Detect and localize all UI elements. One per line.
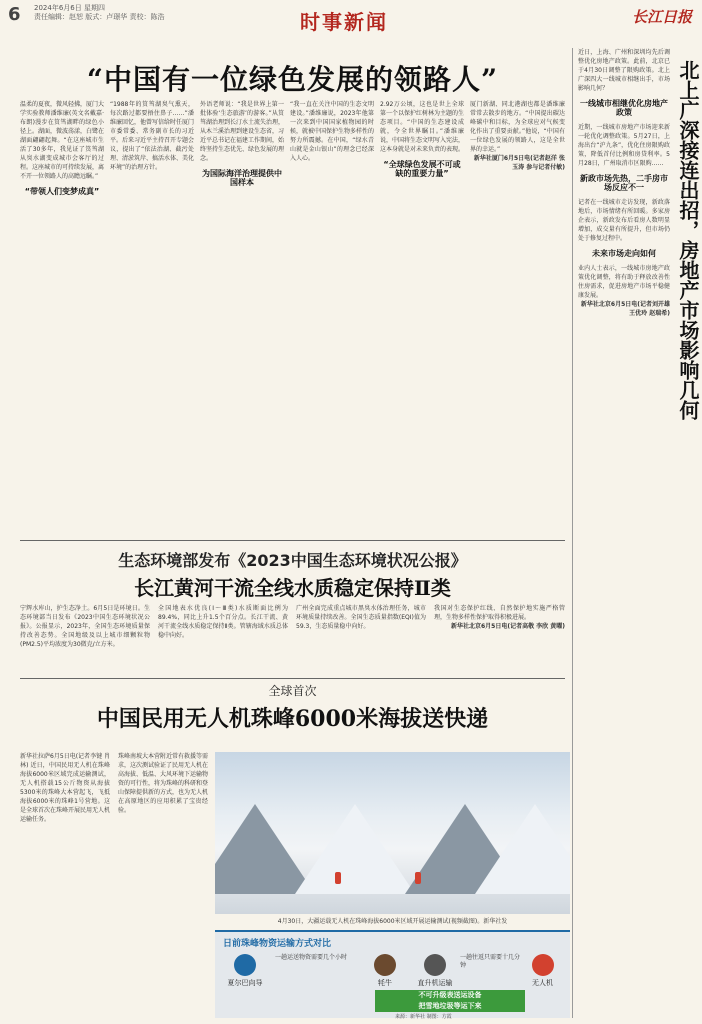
story1-subhead-3: “全球绿色发展不可或缺的重要力量” xyxy=(383,160,461,178)
mountain-shape xyxy=(295,804,415,894)
masthead-meta xyxy=(34,4,164,22)
story4-col4-text: 业内人士表示，一线城市房地产政策优化调整，将有助于释放改善性住房需求，促进房地产市场平稳健康发展。 xyxy=(578,265,670,299)
story3-headline: 中国民用无人机珠峰6000米海拔送快递 xyxy=(96,706,489,732)
delivery-infographic xyxy=(215,930,570,1018)
story4-col3-text: 记者在一线城市走访发现，新政落地后，市场情绪有所回暖。多家房企表示，新政发布后看房人数明显增加，成交量有所提升，但市场仍处于修复过程中。 xyxy=(578,199,670,242)
banner-line-1: 不可升级表送运设备 xyxy=(418,991,482,999)
story4-subhead-1: 一线城市相继优化房地产政策 xyxy=(580,99,668,117)
story3-column-1 xyxy=(20,752,110,1018)
yak-label: 牦牛 xyxy=(378,979,392,987)
person-figure xyxy=(335,872,341,884)
page-number: 6 xyxy=(8,4,21,25)
story1-col5-text: 2.92万公顷，这也是世上全球第一个以保护红树林为主题的生态项目。“中国的生态建设成就，令全世界瞩目。”潘维廉说，中国将生态文明写入宪法，这本身就是对未来负责的表现。 xyxy=(380,101,464,153)
story-divider xyxy=(20,540,565,541)
porter-icon xyxy=(234,954,256,976)
story1-column-1 xyxy=(20,100,104,532)
porter-label: 夏尔巴向导 xyxy=(227,979,263,987)
issue-date: 2024年6月6日 星期四 xyxy=(34,4,105,12)
story1-headline: “中国有一位绿色发展的领路人” xyxy=(86,63,499,96)
story3-column-2 xyxy=(118,752,208,1018)
story1-col6-text: 厦门新湖、同北港湖也都是潘维廉常常去散步的地方。“中国提出碳达峰碳中和目标，为全球应对气候变化作出了重要贡献。”他说，“中国有一位绿色发展的领路人，这是全世界的幸运。” xyxy=(470,101,565,153)
porter-node xyxy=(225,954,265,988)
drone-note: 一趟往返只需要十几分钟 xyxy=(460,954,521,969)
story4-byline: 新华社北京6月5日电(记者刘开雄 王优玲 赵瑞希) xyxy=(580,301,670,317)
story2-col1-text: 宁辉水库山，护生态净土。6月5日是环境日。生态环境部当日发布《2023中国生态环境状况公报》。公报显示，2023年，全国生态环境质量保持改善态势。全国地级及以上城市细颗粒物(PM2.5)平均浓度为30微克/立方米。 xyxy=(20,605,150,648)
banner-line-2: 把雪地垃圾等运下来 xyxy=(418,1002,482,1010)
story4-vertical-headline: 北上广深接连出招，房地产市场影响几何 xyxy=(676,60,700,420)
story1-col1-text: 温柔的夏夜，微风轻拂，厦门大学实验教师潘维廉(英文名戴嘉·布朗)漫步在筼筜湖畔的绿色小径上。湖面，微波荡漾，白鹭在湖面翩翩起舞。“在这座城市生活了30多年，我见证了筼筜湖从臭水湖变成城市会客厅的过程。这座城市的可持续发展，离不开一位领路人的高瞻远瞩。” xyxy=(20,101,104,180)
helicopter-label: 直升机运输 xyxy=(417,979,453,987)
porter-note: 一趟运送物资需要几个小时 xyxy=(275,954,348,961)
story2-col2-text: 全国地表水优良(Ⅰ～Ⅲ类)水质断面比例为89.4%，同比上升1.5个百分点。长江干流、黄河干流全线水质稳定保持Ⅱ类。管辖海域水质总体稳中向好。 xyxy=(158,605,288,639)
story1-col4-text: “我一直在关注中国的生态文明建设。”潘维廉说，2023年他第一次来到中国国家植物园的时候，就被中国保护生物多样性的努力所震撼。在中国，“绿水青山就是金山银山”的理念已经深入人心。 xyxy=(290,101,374,162)
drone-icon xyxy=(532,954,554,976)
story2-column-3 xyxy=(296,604,426,674)
newspaper-logo: 长江日报 xyxy=(631,8,692,26)
editor-credits: 责任编辑：赵恕 版式：卢璟华 责校：陈浩 xyxy=(34,13,165,21)
mountain-shape xyxy=(475,804,570,894)
yak-node xyxy=(365,954,405,988)
story2-kicker: 生态环境部发布《2023中国生态环境状况公报》 xyxy=(118,551,467,570)
story-divider xyxy=(20,678,565,679)
section-title: 时事新闻 xyxy=(300,10,388,34)
story1-column-2 xyxy=(110,100,194,532)
story2-column-1 xyxy=(20,604,150,674)
story1-column-4 xyxy=(290,100,374,532)
story2-col3-text: 广州全面完成重点城市黑臭水体治理任务，城市环境质量持续改善。全国生态质量指数(EQI)值为59.3，生态质量稳中向好。 xyxy=(296,605,426,630)
story1-byline: 新华社厦门6月5日电(记者赵洋 张玉涛 参与记者付敏) xyxy=(473,155,565,171)
story1-col3-text: 外语老师说：“我是世界上第一批体验‘生态旅游’的游客。”从筼筜湖治理到长汀水土流失治理，从木兰溪治理到建设生态省，习近平总书记在福建工作期间，始终坚持生态优先、绿色发展的理念。 xyxy=(200,101,284,162)
story1-subhead-1: “带领人们变梦成真” xyxy=(24,187,100,196)
story3-col1-text: 新华社拉萨6月5日电(记者李键 肖林) 近日，中国民用无人机在珠峰海拔6000米区域完成运输测试，无人机搭载15公斤物资从海拔5300米的珠峰大本营起飞，飞抵海拔6000米的珠峰1号营地。这是全球首次在珠峰开展民用无人机运输任务。 xyxy=(20,753,110,823)
infographic-source: 来源：新华社 制图：方霞 xyxy=(395,1014,452,1020)
person-figure xyxy=(415,872,421,884)
infographic-banner xyxy=(375,990,525,1012)
story1-col2-text: “1988年的筼筜湖臭气熏天，每次路过都要捂住鼻子……”潘维廉回忆，他曾写信给时任厦门市委常委、常务副市长的习近平。后来习近平主持召开专题会议，提出了“依法治湖、截污处理、清淤筑岸、搞活水体、美化环境”的治理方针。 xyxy=(110,101,194,171)
story1-column-5 xyxy=(380,100,464,532)
story4-col1-text: 近日，上海、广州和深圳均先后调整优化房地产政策。此前，北京已于4月30日调整了限购政策。北上广深四大一线城市相继出手，市场影响几何？ xyxy=(578,49,670,92)
drone-label: 无人机 xyxy=(532,979,553,987)
story2-headline: 长江黄河干流全线水质稳定保持Ⅱ类 xyxy=(134,576,451,600)
drone-node xyxy=(520,954,565,988)
story4-col2-text: 近期，一线城市房地产市场迎来新一轮优化调整政策。5月27日，上海出台“沪九条”，优化住房限购政策，降低首付比例和房贷利率。5月28日，广州取消市区限购…… xyxy=(578,124,670,167)
story1-column-6 xyxy=(470,100,565,532)
story2-byline: 新华社北京6月5日电(记者高敬 李欣 黄曜) xyxy=(450,623,565,630)
story4-subhead-2: 新政市场先热，二手房市场反应不一 xyxy=(580,174,668,192)
story2-column-4 xyxy=(434,604,565,674)
story4-subhead-3: 未来市场走向如何 xyxy=(592,249,656,258)
column-divider xyxy=(572,48,573,1018)
helicopter-icon xyxy=(424,954,446,976)
story2-column-2 xyxy=(158,604,288,674)
photo-caption: 4月30日，大疆运载无人机在珠峰海拔6000米区域开展运输测试(视频截图)。新华社发 xyxy=(277,918,508,925)
story3-kicker: 全球首次 xyxy=(268,684,317,698)
story1-column-3 xyxy=(200,100,284,532)
infographic-title: 日前珠峰物资运输方式对比 xyxy=(223,939,332,949)
story3-col2-text: 珠峰南坡大本营附近常有救援等需求，这次测试验证了民用无人机在高海拔、低温、大风环境下运输物资的可行性，将为珠峰的科研和登山保障提供新的方式，也为无人机在高原地区的应用积累了宝贵经验。 xyxy=(118,753,208,814)
story2-col4-text: 我国对生态保护红线、自然保护地实施严格管理，生物多样性保护取得积极进展。 xyxy=(434,605,565,621)
yak-icon xyxy=(374,954,396,976)
story1-subhead-2: 为国际海洋治理提供中国样本 xyxy=(202,169,282,187)
everest-drone-photo xyxy=(215,752,570,914)
helicopter-node xyxy=(415,954,455,988)
story4-body xyxy=(578,48,670,1018)
